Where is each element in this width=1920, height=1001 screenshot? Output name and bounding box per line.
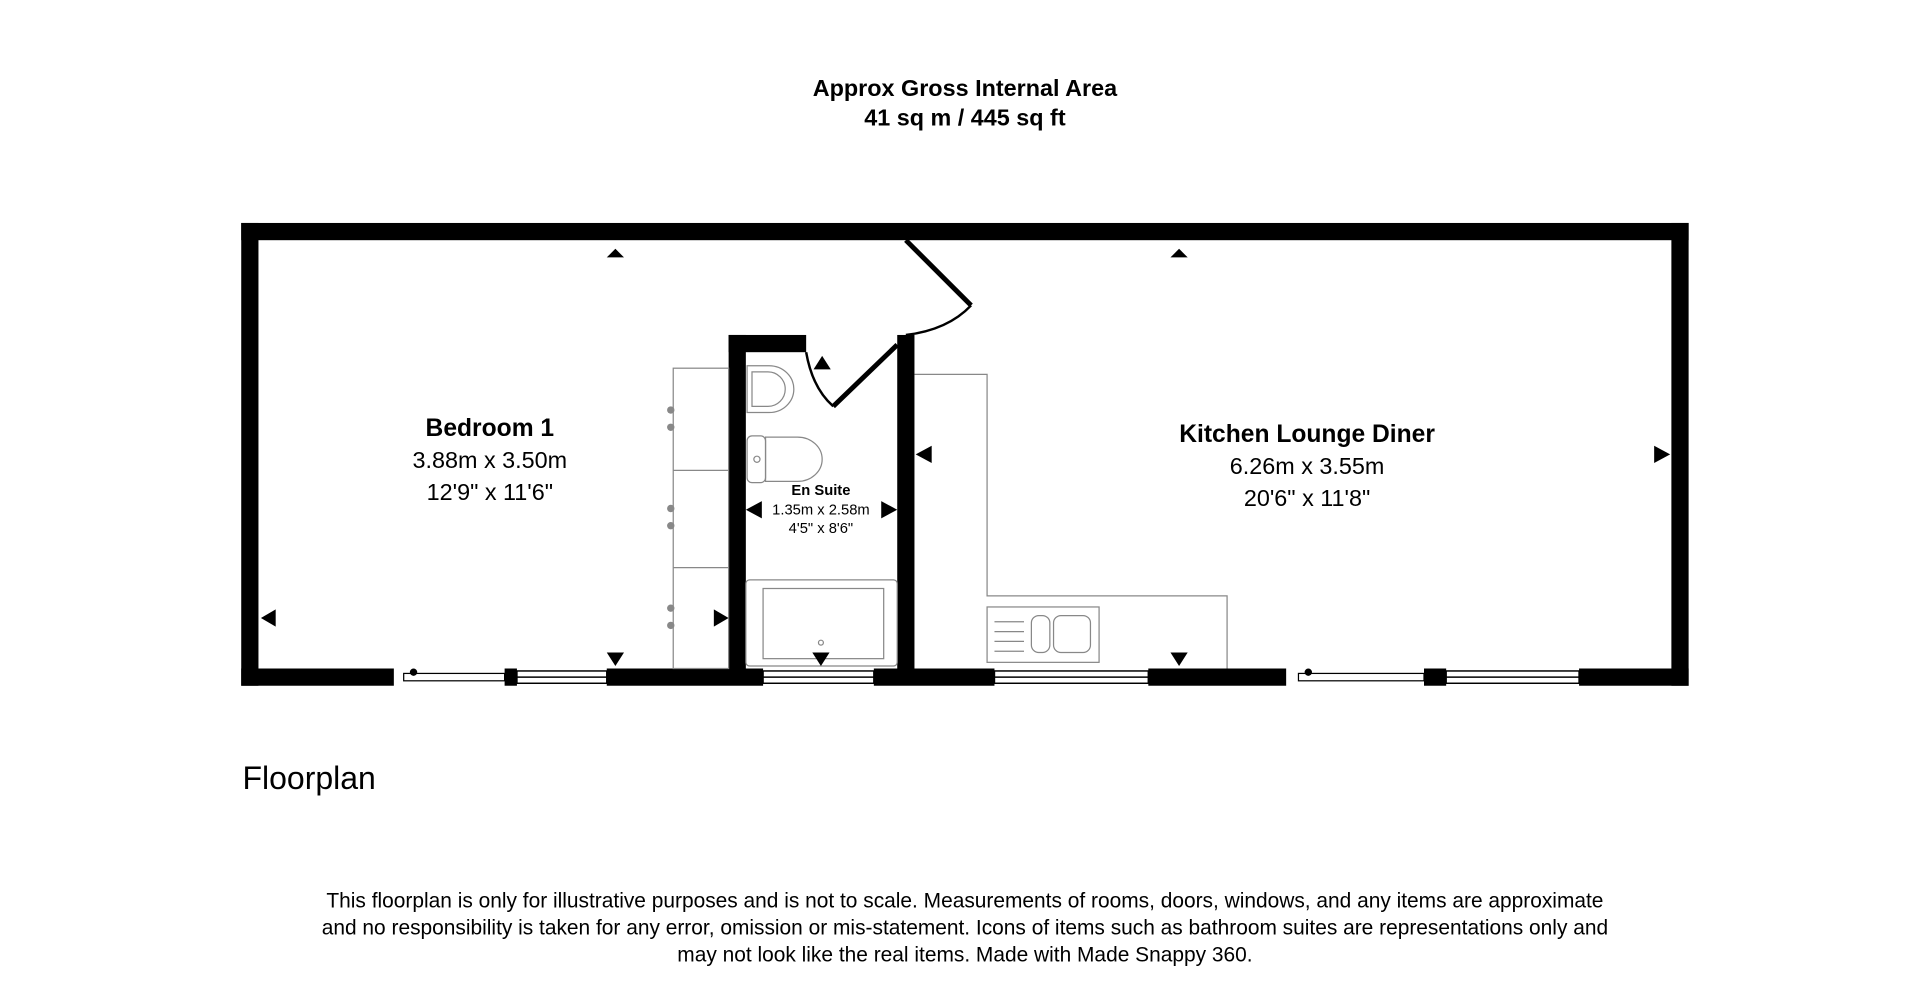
doors [806,240,971,406]
room-label-kitchen [1179,421,1435,511]
svg-text:En Suite: En Suite [791,482,851,499]
svg-text:Kitchen Lounge Diner: Kitchen Lounge Diner [1179,421,1435,449]
svg-text:may not look like the real ite: may not look like the real items. Made with Made Snappy 360. [677,943,1253,967]
area-title: Approx Gross Internal Area [812,75,1118,102]
toilet-icon [747,436,822,483]
svg-text:Bedroom 1: Bedroom 1 [425,414,555,442]
area-value: 41 sq m / 445 sq ft [864,104,1066,131]
sink-icon [987,607,1099,662]
svg-text:6.26m x 3.55m: 6.26m x 3.55m [1229,453,1385,480]
svg-text:This floorplan is only for ill: This floorplan is only for illustrative purposes and is not to scale. Measurements of rooms, doors, windows, and any items are approximate [326,889,1604,913]
svg-text:3.88m x 3.50m: 3.88m x 3.50m [412,446,568,473]
svg-text:4'5" x 8'6": 4'5" x 8'6" [788,521,854,538]
room-label-bedroom [413,415,568,505]
svg-text:12'9" x 11'6": 12'9" x 11'6" [426,478,554,505]
disclaimer [322,889,1608,966]
basin-icon [747,366,794,413]
floor-label: Floorplan [242,760,376,797]
wardrobe [667,368,729,668]
room-label-ensuite [772,483,870,537]
svg-text:1.35m x 2.58m: 1.35m x 2.58m [772,502,870,519]
kitchen-counter [914,374,1227,668]
svg-text:20'6" x 11'8": 20'6" x 11'8" [1243,485,1371,512]
svg-text:and no responsibility is taken: and no responsibility is taken for any error, omission or mis-statement. Icons of items such as bathroom suites are representations only and [321,916,1609,940]
